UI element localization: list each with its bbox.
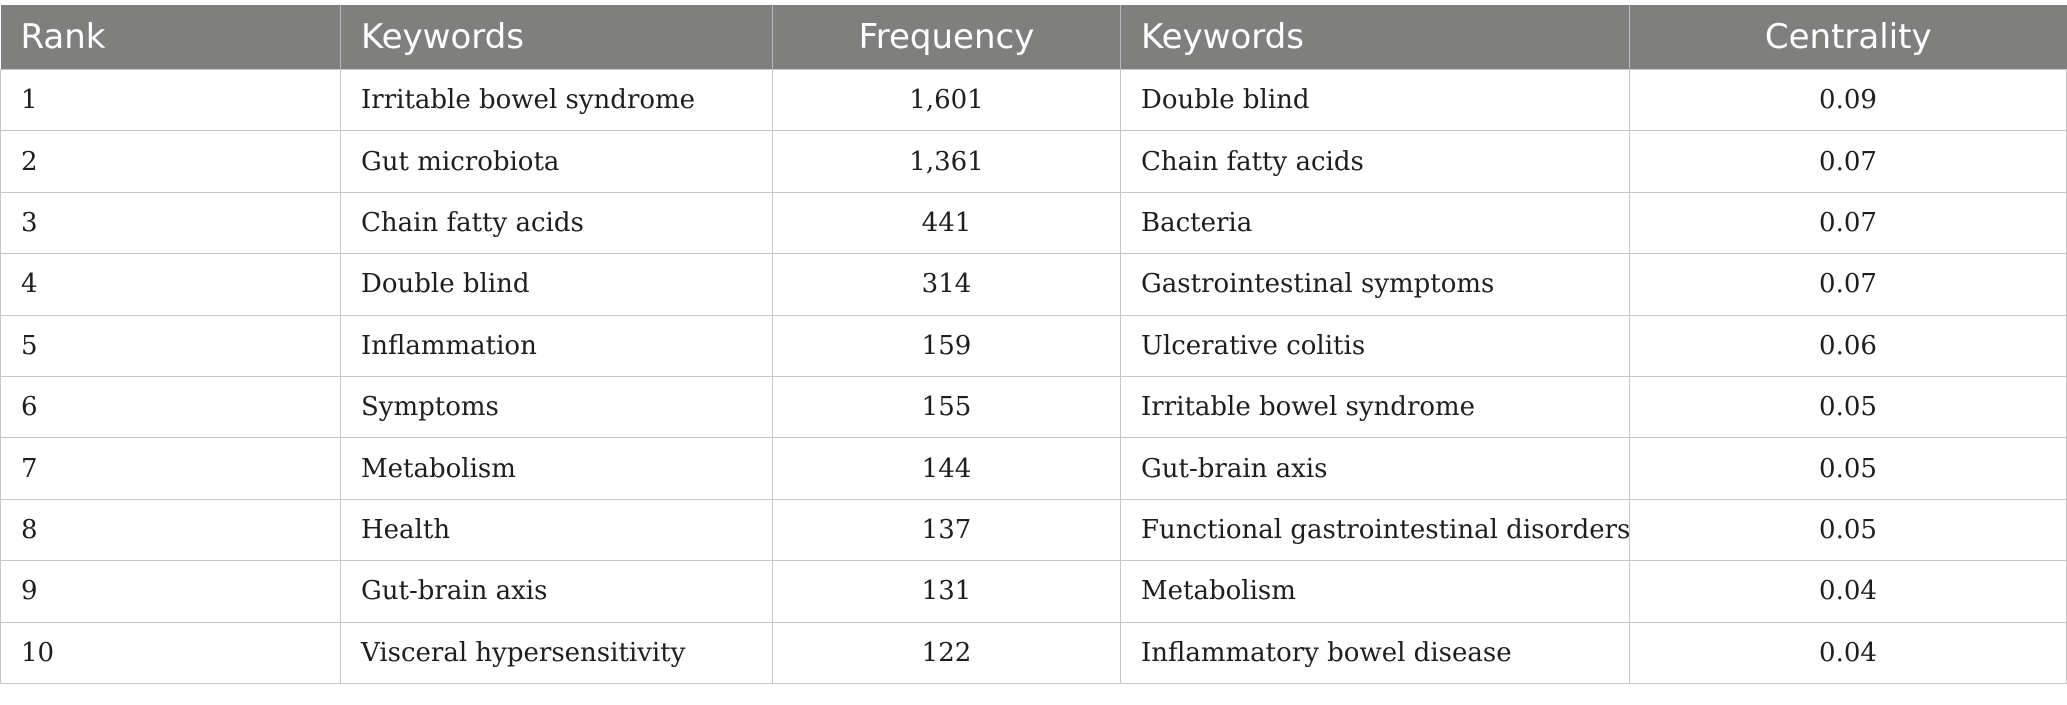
- centrality-cell: 0.07: [1630, 131, 2067, 192]
- frequency-cell: 131: [773, 561, 1121, 622]
- table-row: [1, 438, 2067, 499]
- keyword-cell: Inflammation: [341, 315, 773, 376]
- table-row: [1, 70, 2067, 131]
- header-row: [1, 5, 2067, 70]
- keyword-cell: Gut microbiota: [341, 131, 773, 192]
- keywords-table: [0, 5, 2067, 684]
- table-row: [1, 622, 2067, 683]
- table-row: [1, 131, 2067, 192]
- table-row: [1, 192, 2067, 253]
- keyword-cell: Metabolism: [341, 438, 773, 499]
- rank-cell: 7: [1, 438, 341, 499]
- frequency-cell: 314: [773, 254, 1121, 315]
- table-row: [1, 561, 2067, 622]
- centrality-cell: 0.04: [1630, 622, 2067, 683]
- centrality-cell: 0.05: [1630, 499, 2067, 560]
- table-row: [1, 376, 2067, 437]
- table-body: [1, 70, 2067, 684]
- centrality-cell: 0.07: [1630, 254, 2067, 315]
- rank-cell: 5: [1, 315, 341, 376]
- table-row: [1, 499, 2067, 560]
- frequency-cell: 144: [773, 438, 1121, 499]
- frequency-cell: 1,601: [773, 70, 1121, 131]
- table-row: [1, 315, 2067, 376]
- keyword-cell: Health: [341, 499, 773, 560]
- header-keywords-frequency: Keywords: [341, 5, 773, 70]
- keyword-cell: Gut-brain axis: [341, 561, 773, 622]
- table-row: [1, 254, 2067, 315]
- frequency-cell: 155: [773, 376, 1121, 437]
- header-rank: Rank: [1, 5, 341, 70]
- keyword-cell: Visceral hypersensitivity: [341, 622, 773, 683]
- frequency-cell: 441: [773, 192, 1121, 253]
- centrality-cell: 0.05: [1630, 376, 2067, 437]
- keywords-table-container: [0, 5, 2066, 684]
- header-keywords-centrality: Keywords: [1121, 5, 1630, 70]
- centrality-cell: 0.04: [1630, 561, 2067, 622]
- keyword-cell: Inflammatory bowel disease: [1121, 622, 1630, 683]
- keyword-cell: Chain fatty acids: [341, 192, 773, 253]
- keyword-cell: Double blind: [341, 254, 773, 315]
- keyword-cell: Irritable bowel syndrome: [1121, 376, 1630, 437]
- frequency-cell: 137: [773, 499, 1121, 560]
- keyword-cell: Gut-brain axis: [1121, 438, 1630, 499]
- keyword-cell: Bacteria: [1121, 192, 1630, 253]
- rank-cell: 2: [1, 131, 341, 192]
- rank-cell: 8: [1, 499, 341, 560]
- keyword-cell: Gastrointestinal symptoms: [1121, 254, 1630, 315]
- frequency-cell: 159: [773, 315, 1121, 376]
- keyword-cell: Irritable bowel syndrome: [341, 70, 773, 131]
- rank-cell: 10: [1, 622, 341, 683]
- frequency-cell: 122: [773, 622, 1121, 683]
- centrality-cell: 0.05: [1630, 438, 2067, 499]
- keyword-cell: Double blind: [1121, 70, 1630, 131]
- table-header: [1, 5, 2067, 70]
- keyword-cell: Ulcerative colitis: [1121, 315, 1630, 376]
- rank-cell: 4: [1, 254, 341, 315]
- frequency-cell: 1,361: [773, 131, 1121, 192]
- rank-cell: 6: [1, 376, 341, 437]
- centrality-cell: 0.06: [1630, 315, 2067, 376]
- keyword-cell: Functional gastrointestinal disorders: [1121, 499, 1630, 560]
- keyword-cell: Metabolism: [1121, 561, 1630, 622]
- rank-cell: 1: [1, 70, 341, 131]
- rank-cell: 9: [1, 561, 341, 622]
- header-centrality: Centrality: [1630, 5, 2067, 70]
- centrality-cell: 0.07: [1630, 192, 2067, 253]
- header-frequency: Frequency: [773, 5, 1121, 70]
- keyword-cell: Symptoms: [341, 376, 773, 437]
- keyword-cell: Chain fatty acids: [1121, 131, 1630, 192]
- rank-cell: 3: [1, 192, 341, 253]
- centrality-cell: 0.09: [1630, 70, 2067, 131]
